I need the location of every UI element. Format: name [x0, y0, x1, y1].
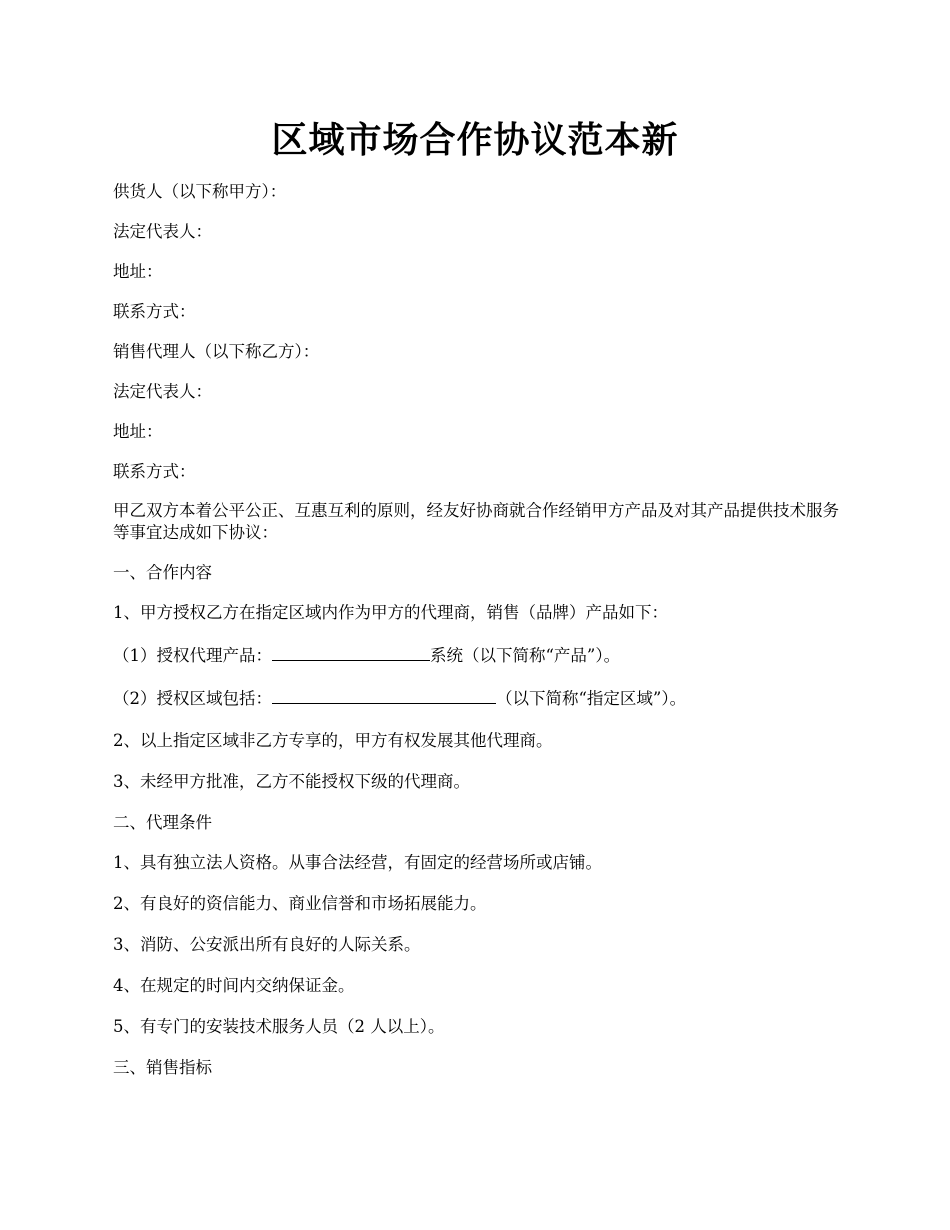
section-2-item-3: 3、消防、公安派出所有良好的人际关系。	[113, 935, 421, 954]
party-b-rep: 法定代表人：	[113, 382, 212, 401]
section-1-item-3: 3、未经甲方批准，乙方不能授权下级的代理商。	[113, 772, 470, 791]
sub-1-suffix: 系统（以下简称“产品”）。	[430, 646, 621, 665]
section-2-item-5: 5、有专门的安装技术服务人员（2 人以上）。	[113, 1017, 445, 1036]
section-1-sub-1	[113, 644, 843, 667]
section-2-item-4: 4、在规定的时间内交纳保证金。	[113, 976, 355, 995]
party-a-rep: 法定代表人：	[113, 222, 212, 241]
section-1-heading: 一、合作内容	[113, 563, 212, 582]
party-b-intro: 销售代理人（以下称乙方）：	[113, 342, 320, 361]
section-2-heading: 二、代理条件	[113, 813, 212, 832]
party-a-contact: 联系方式：	[113, 302, 196, 321]
product-blank-line[interactable]	[272, 644, 430, 661]
section-3-heading: 三、销售指标	[113, 1058, 212, 1077]
party-b-contact: 联系方式：	[113, 462, 196, 481]
party-a-address: 地址：	[113, 262, 163, 281]
region-blank-line[interactable]	[272, 687, 496, 704]
preamble-paragraph: 甲乙双方本着公平公正、互惠互利的原则，经友好协商就合作经销甲方产品及对其产品提供技术服务等事宜达成如下协议：	[113, 501, 839, 542]
party-b-address: 地址：	[113, 422, 163, 441]
section-1-item-1: 1、甲方授权乙方在指定区域内作为甲方的代理商，销售（品牌）产品如下：	[113, 603, 668, 622]
document-title: 区域市场合作协议范本新	[271, 119, 679, 161]
sub-2-prefix: （2）授权区域包括：	[113, 689, 272, 708]
sub-1-prefix: （1）授权代理产品：	[113, 646, 272, 665]
party-a-intro: 供货人（以下称甲方）：	[113, 182, 287, 201]
section-1-item-2: 2、以上指定区域非乙方专享的，甲方有权发展其他代理商。	[113, 731, 553, 750]
section-1-sub-2	[113, 687, 843, 710]
section-2-item-2: 2、有良好的资信能力、商业信誉和市场拓展能力。	[113, 894, 487, 913]
sub-2-suffix: （以下简称“指定区域”）。	[496, 689, 687, 708]
section-2-item-1: 1、具有独立法人资格。从事合法经营，有固定的经营场所或店铺。	[113, 853, 602, 872]
